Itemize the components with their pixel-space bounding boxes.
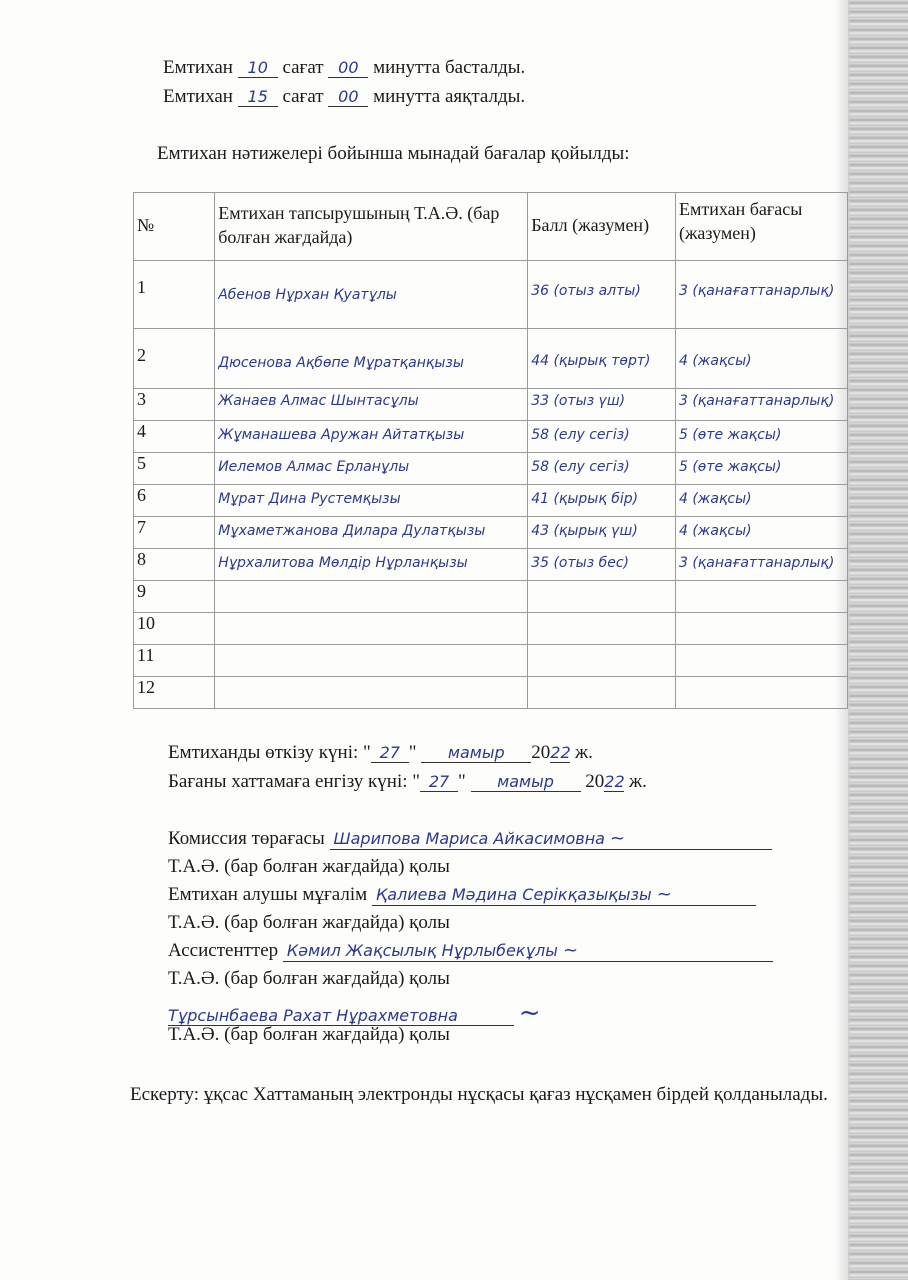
student-name <box>215 677 528 709</box>
student-score <box>528 581 676 613</box>
student-score: 58 (елу сегіз) <box>528 453 676 485</box>
assistants-name-text: Кәмил Жақсылық Нұрлыбекұлы <box>286 941 558 960</box>
assistant2-caption: Т.А.Ә. (бар болған жағдайда) қолы <box>168 1024 450 1045</box>
row-number: 7 <box>134 517 215 549</box>
student-score <box>528 645 676 677</box>
note-text: Ескерту: ұқсас Хаттаманың электронды нұсқасы қағаз нұсқамен бірдей қолданылады. <box>130 1084 828 1105</box>
student-grade <box>675 613 847 645</box>
student-score <box>528 613 676 645</box>
student-grade <box>675 677 847 709</box>
table-row <box>134 389 848 421</box>
row-number: 6 <box>134 485 215 517</box>
examiner-name-text: Қалиева Мәдина Серікқазықызы <box>375 885 652 904</box>
row-number: 1 <box>134 261 215 329</box>
student-grade: 5 (өте жақсы) <box>675 453 847 485</box>
student-grade: 3 (қанағаттанарлық) <box>675 389 847 421</box>
student-name: Жанаев Алмас Шынтасұлы <box>215 389 528 421</box>
student-score: 58 (елу сегіз) <box>528 421 676 453</box>
header-grade: Емтихан бағасы (жазумен) <box>675 193 847 261</box>
student-name <box>215 613 528 645</box>
assistants-signature: ~ <box>562 940 579 961</box>
student-name: Мұхаметжанова Дилара Дулатқызы <box>215 517 528 549</box>
student-name: Жұманашева Аружан Айтатқызы <box>215 421 528 453</box>
table-row <box>134 581 848 613</box>
row-number: 9 <box>134 581 215 613</box>
entry-date-day: 27 <box>420 772 458 792</box>
examiner-signature: ~ <box>656 884 672 905</box>
chair-name-text: Шарипова Мариса Айкасимовна <box>333 829 605 848</box>
table-row <box>134 645 848 677</box>
student-score: 43 (қырық үш) <box>528 517 676 549</box>
table-row <box>134 329 848 389</box>
student-score: 33 (отыз үш) <box>528 389 676 421</box>
assistant2-signature: ~ <box>518 998 541 1028</box>
exam-start-prefix: Емтихан <box>163 57 233 78</box>
student-grade <box>675 645 847 677</box>
student-name <box>215 581 528 613</box>
student-grade: 3 (қанағаттанарлық) <box>675 549 847 581</box>
student-grade: 3 (қанағаттанарлық) <box>675 261 847 329</box>
exam-end-minute: 00 <box>328 87 368 107</box>
student-grade: 4 (жақсы) <box>675 517 847 549</box>
assistants-line <box>168 940 773 962</box>
entry-date-line: Бағаны хаттамаға енгізу күні: " 27 " мамыр 2022 ж. <box>168 771 647 792</box>
header-num: № <box>134 193 215 261</box>
student-grade: 5 (өте жақсы) <box>675 421 847 453</box>
chair-line <box>168 828 772 850</box>
table-row <box>134 421 848 453</box>
entry-date-month: мамыр <box>471 772 581 792</box>
chair-signature: ~ <box>610 828 626 849</box>
entry-date-label: Бағаны хаттамаға енгізу күні: <box>168 771 408 792</box>
exam-start-suffix: минутта басталды. <box>373 57 526 78</box>
exam-date-line: Емтиханды өткізу күні: " 27 " мамыр 2022 ж. <box>168 742 593 763</box>
exam-date-month: мамыр <box>421 743 531 763</box>
table-header-row <box>134 193 848 261</box>
exam-start-hour: 10 <box>238 58 278 78</box>
student-score: 41 (қырық бір) <box>528 485 676 517</box>
exam-start-line <box>163 57 525 79</box>
exam-date-year-prefix: 20 <box>531 742 551 763</box>
entry-date-year-suffix: 22 <box>604 772 625 791</box>
exam-end-suffix: минутта аяқталды. <box>373 86 526 107</box>
student-score <box>528 677 676 709</box>
exam-date-label: Емтиханды өткізу күні: <box>168 742 359 763</box>
row-number: 11 <box>134 645 215 677</box>
table-row <box>134 261 848 329</box>
student-name: Иелемов Алмас Ерланұлы <box>215 453 528 485</box>
exam-start-hour-label: сағат <box>282 57 324 78</box>
header-name: Емтихан тапсырушының Т.А.Ә. (бар болған жағдайда) <box>215 193 528 261</box>
exam-end-prefix: Емтихан <box>163 86 233 107</box>
scan-edge-shadow <box>848 0 908 1280</box>
entry-date-year-prefix: 20 <box>585 771 605 792</box>
table-row <box>134 453 848 485</box>
chair-caption: Т.А.Ә. (бар болған жағдайда) қолы <box>168 856 450 877</box>
table-row <box>134 677 848 709</box>
assistant2-name: Тұрсынбаева Рахат Нұрахметовна <box>168 1006 514 1026</box>
row-number: 8 <box>134 549 215 581</box>
examiner-caption: Т.А.Ә. (бар болған жағдайда) қолы <box>168 912 450 933</box>
assistants-caption: Т.А.Ә. (бар болған жағдайда) қолы <box>168 968 450 989</box>
student-score: 36 (отыз алты) <box>528 261 676 329</box>
row-number: 2 <box>134 329 215 389</box>
examiner-line <box>168 884 756 906</box>
table-row <box>134 613 848 645</box>
table-row <box>134 549 848 581</box>
exam-end-line <box>163 86 525 108</box>
student-name <box>215 645 528 677</box>
row-number: 5 <box>134 453 215 485</box>
exam-date-year-suffix: 22 <box>550 743 571 762</box>
student-name: Абенов Нұрхан Қуатұлы <box>215 261 528 329</box>
row-number: 10 <box>134 613 215 645</box>
exam-end-hour-label: сағат <box>282 86 324 107</box>
assistants-label: Ассистенттер <box>168 940 279 961</box>
exam-end-hour: 15 <box>238 87 278 107</box>
student-name: Дюсенова Ақбөпе Мұратқанқызы <box>215 329 528 389</box>
student-score: 44 (қырық төрт) <box>528 329 676 389</box>
exam-date-end: ж. <box>575 742 593 763</box>
table-row <box>134 517 848 549</box>
header-score: Балл (жазумен) <box>528 193 676 261</box>
chair-label: Комиссия төрағасы <box>168 828 325 849</box>
results-intro: Емтихан нәтижелері бойынша мынадай бағалар қойылды: <box>157 143 630 164</box>
results-table <box>133 192 848 709</box>
examiner-name <box>372 884 756 906</box>
assistants-name <box>283 940 773 962</box>
student-grade <box>675 581 847 613</box>
chair-name <box>330 828 772 850</box>
row-number: 3 <box>134 389 215 421</box>
student-grade: 4 (жақсы) <box>675 485 847 517</box>
examiner-label: Емтихан алушы мұғалім <box>168 884 368 905</box>
entry-date-end: ж. <box>629 771 647 792</box>
student-name: Мұрат Дина Рустемқызы <box>215 485 528 517</box>
exam-date-day: 27 <box>371 743 409 763</box>
student-grade: 4 (жақсы) <box>675 329 847 389</box>
student-score: 35 (отыз бес) <box>528 549 676 581</box>
exam-start-minute: 00 <box>328 58 368 78</box>
student-name: Нұрхалитова Мөлдір Нұрланқызы <box>215 549 528 581</box>
table-row <box>134 485 848 517</box>
row-number: 4 <box>134 421 215 453</box>
row-number: 12 <box>134 677 215 709</box>
